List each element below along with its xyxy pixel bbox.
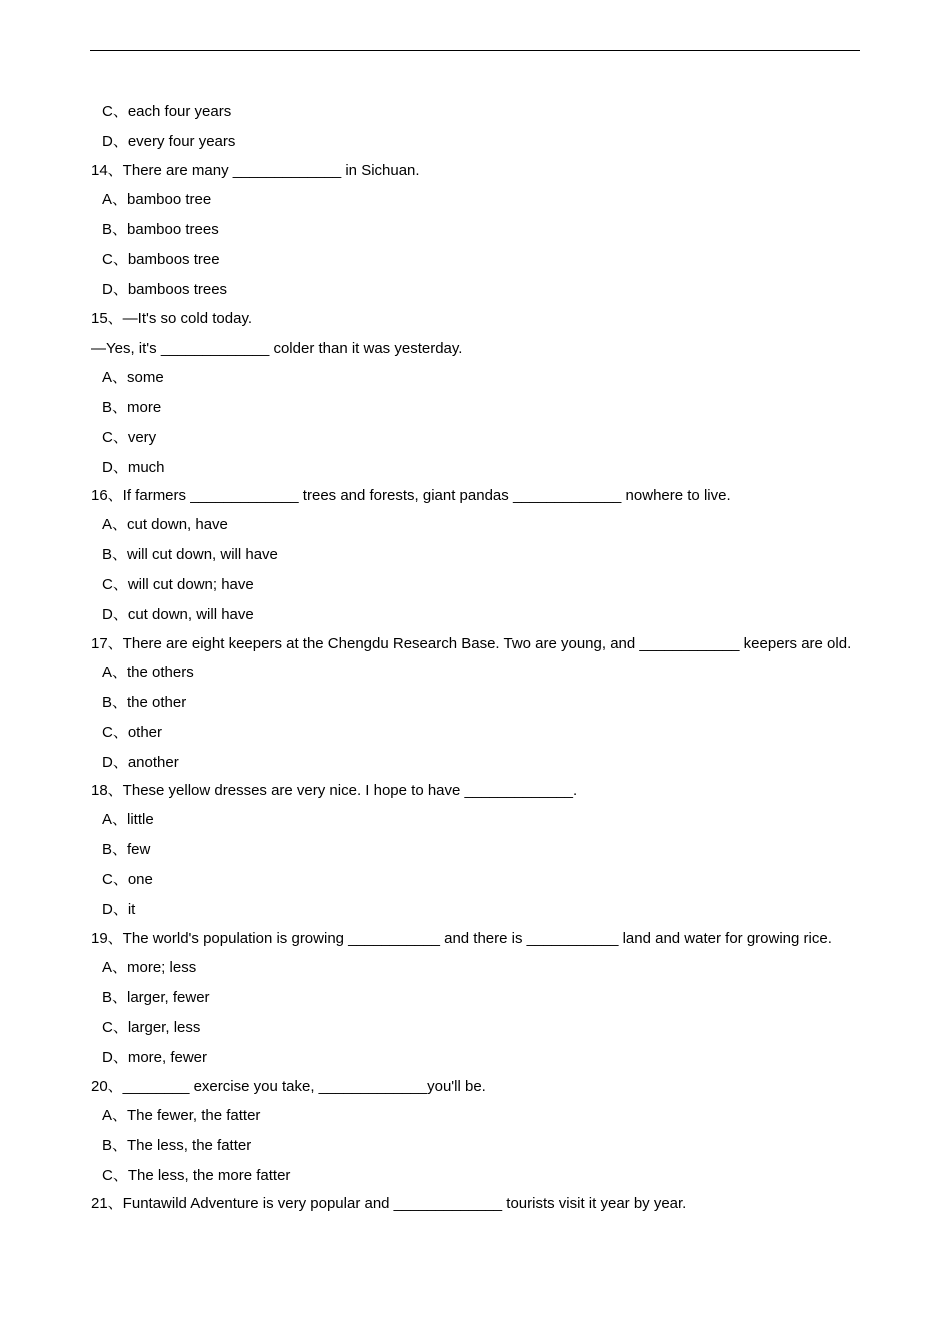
header-rule (90, 50, 860, 51)
option-20a: A、The fewer, the fatter (102, 1107, 261, 1124)
option-16b: B、will cut down, will have (102, 546, 278, 563)
option-20c: C、The less, the more fatter (102, 1167, 291, 1184)
option-16a: A、cut down, have (102, 516, 228, 533)
option-18b: B、few (102, 841, 151, 858)
option-18c: C、one (102, 871, 153, 888)
option-17b: B、the other (102, 694, 187, 711)
option-19c: C、larger, less (102, 1019, 201, 1036)
option-18d: D、it (102, 901, 136, 918)
option-15a: A、some (102, 369, 164, 386)
option-19a: A、more; less (102, 959, 197, 976)
option-16d: D、cut down, will have (102, 606, 254, 623)
option-20b: B、The less, the fatter (102, 1137, 252, 1154)
option-13d: D、every four years (102, 133, 236, 150)
option-14b: B、bamboo trees (102, 221, 219, 238)
option-17d: D、another (102, 754, 179, 771)
question-17: 17、There are eight keepers at the Chengdu Research Base. Two are young, and ____________ keepers are old. (91, 635, 852, 652)
option-18a: A、little (102, 811, 154, 828)
question-15: 15、—It's so cold today. (91, 310, 252, 327)
option-16c: C、will cut down; have (102, 576, 254, 593)
option-15d: D、much (102, 459, 165, 476)
option-17a: A、the others (102, 664, 194, 681)
option-13c: C、each four years (102, 103, 232, 120)
question-16: 16、If farmers _____________ trees and forests, giant pandas _____________ nowhere to live. (91, 487, 731, 504)
option-19b: B、larger, fewer (102, 989, 210, 1006)
question-14: 14、There are many _____________ in Sichuan. (91, 162, 420, 179)
option-17c: C、other (102, 724, 163, 741)
question-15-reply: —Yes, it's _____________ colder than it was yesterday. (91, 340, 463, 357)
question-18: 18、These yellow dresses are very nice. I hope to have _____________. (91, 782, 578, 799)
option-14d: D、bamboos trees (102, 281, 228, 298)
question-20: 20、________ exercise you take, _____________you'll be. (91, 1078, 486, 1095)
question-19: 19、The world's population is growing ___________ and there is ___________ land and water for growing rice. (91, 930, 832, 947)
option-15b: B、more (102, 399, 162, 416)
option-14c: C、bamboos tree (102, 251, 220, 268)
option-15c: C、very (102, 429, 157, 446)
option-19d: D、more, fewer (102, 1049, 208, 1066)
question-21: 21、Funtawild Adventure is very popular and _____________ tourists visit it year by year. (91, 1195, 687, 1212)
option-14a: A、bamboo tree (102, 191, 212, 208)
